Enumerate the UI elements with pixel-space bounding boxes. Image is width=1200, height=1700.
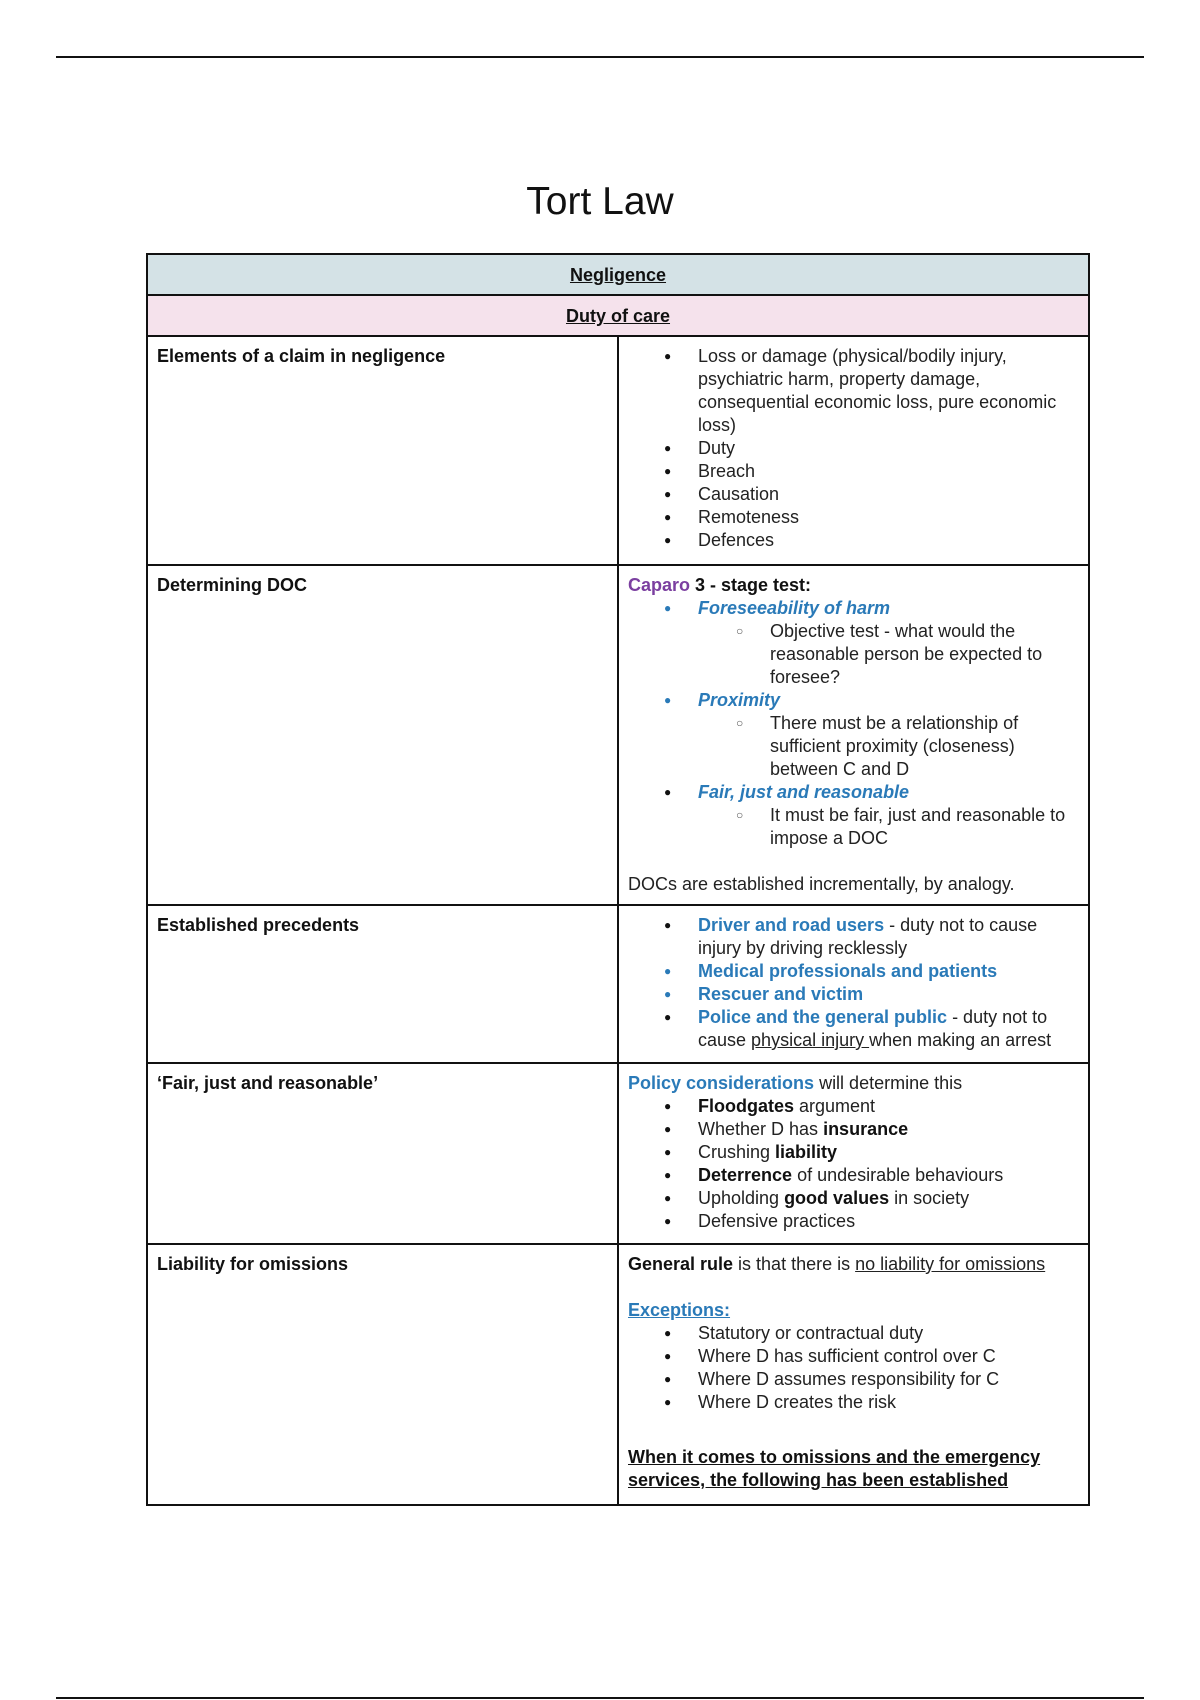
text: Whether D has [698,1119,824,1139]
bold-text: General rule [628,1254,734,1274]
text: in society [889,1188,970,1208]
exceptions-heading: Exceptions: [628,1300,731,1320]
notes-table [146,253,1090,1506]
precedent-title: Rescuer and victim [698,984,864,1004]
list-item: ● Statutory or contractual duty [698,1322,1079,1345]
text: Upholding [698,1188,785,1208]
policy-rest: will determine this [814,1073,963,1093]
policy-line [628,1072,1079,1095]
precedents-content [618,905,1089,1063]
list-item: ● Where D has sufficient control over C [698,1345,1079,1368]
duty-of-care-header-row [147,295,1089,336]
caparo-heading [628,574,1079,597]
omissions-content [618,1244,1089,1505]
precedent-detail: when making an arrest [869,1030,1052,1050]
list-item [698,1187,1079,1210]
stage-sublist [698,620,1079,689]
emergency-services-note: When it comes to omissions and the emergency services, the following has been established [628,1447,1041,1490]
list-item: ● Causation [698,483,1079,506]
negligence-header-row [147,254,1089,295]
sub-item: ○ There must be a relationship of sufficient proximity (closeness) between C and D [770,712,1079,781]
elements-content [618,336,1089,565]
precedent-title: Police and the general public [698,1007,948,1027]
text: of undesirable behaviours [792,1165,1004,1185]
duty-of-care-header: Duty of care [147,295,1089,336]
stage-sublist [698,804,1079,850]
precedents-row [147,905,1089,1063]
list-item [698,914,1079,960]
text: argument [794,1096,876,1116]
precedent-title: Medical professionals and patients [698,961,998,981]
bold-text: insurance [823,1119,909,1139]
policy-list [628,1095,1079,1233]
omissions-label: Liability for omissions [147,1244,618,1505]
elements-list [628,345,1079,552]
fjr-row [147,1063,1089,1244]
list-item: ● Loss or damage (physical/bodily injury, psychiatric harm, property damage, consequential economic loss, pure economic loss) [698,345,1079,437]
elements-label: Elements of a claim in negligence [147,336,618,565]
text: is that there is [733,1254,856,1274]
precedent-detail: - duty not to cause injury by driving recklessly [698,915,1038,958]
omissions-row [147,1244,1089,1505]
list-item [698,1118,1079,1141]
caparo-case: Caparo [628,575,691,595]
list-item: ● Where D assumes responsibility for C [698,1368,1079,1391]
page-title: Tort Law [526,180,674,223]
list-item: ● Remoteness [698,506,1079,529]
elements-row [147,336,1089,565]
list-item: ● Defensive practices [698,1210,1079,1233]
list-item [698,1006,1079,1052]
list-item [698,1164,1079,1187]
stage-item [698,597,1079,689]
determining-content [618,565,1089,905]
bold-text: good values [784,1188,890,1208]
sub-item: ○ Objective test - what would the reasonable person be expected to foresee? [770,620,1079,689]
sub-item: ○ It must be fair, just and reasonable to impose a DOC [770,804,1079,850]
underlined-text: no liability for omissions [855,1254,1046,1274]
stage-item [698,781,1079,850]
general-rule [628,1253,1079,1276]
exceptions-list [628,1322,1079,1414]
stage-sublist [698,712,1079,781]
footer-rule [56,1697,1144,1699]
header-rule [56,56,1144,58]
stage-item [698,689,1079,781]
policy-heading: Policy considerations [628,1073,815,1093]
list-item: ● Duty [698,437,1079,460]
precedent-detail: - duty not to cause [698,1007,1048,1050]
text: Crushing [698,1142,776,1162]
precedents-label: Established precedents [147,905,618,1063]
caparo-stages [628,597,1079,850]
precedent-detail-underlined: physical injury [751,1030,870,1050]
fjr-content [618,1063,1089,1244]
stage-title: Fair, just and reasonable [698,782,910,802]
list-item [698,1141,1079,1164]
determining-row [147,565,1089,905]
bold-text: Deterrence [698,1165,793,1185]
stage-title: Foreseeability of harm [698,598,891,618]
fjr-label: ‘Fair, just and reasonable’ [147,1063,618,1244]
list-item [698,983,1079,1006]
precedent-title: Driver and road users [698,915,885,935]
negligence-header: Negligence [147,254,1089,295]
list-item: ● Breach [698,460,1079,483]
precedents-list [628,914,1079,1052]
list-item: ● Where D creates the risk [698,1391,1079,1414]
bold-text: liability [775,1142,838,1162]
bold-text: Floodgates [698,1096,795,1116]
list-item [698,960,1079,983]
stage-title: Proximity [698,690,781,710]
list-item: ● Defences [698,529,1079,552]
stage-test-label: 3 - stage test: [690,575,812,595]
determining-label: Determining DOC [147,565,618,905]
doc-note: DOCs are established incrementally, by analogy. [628,874,1015,894]
list-item [698,1095,1079,1118]
